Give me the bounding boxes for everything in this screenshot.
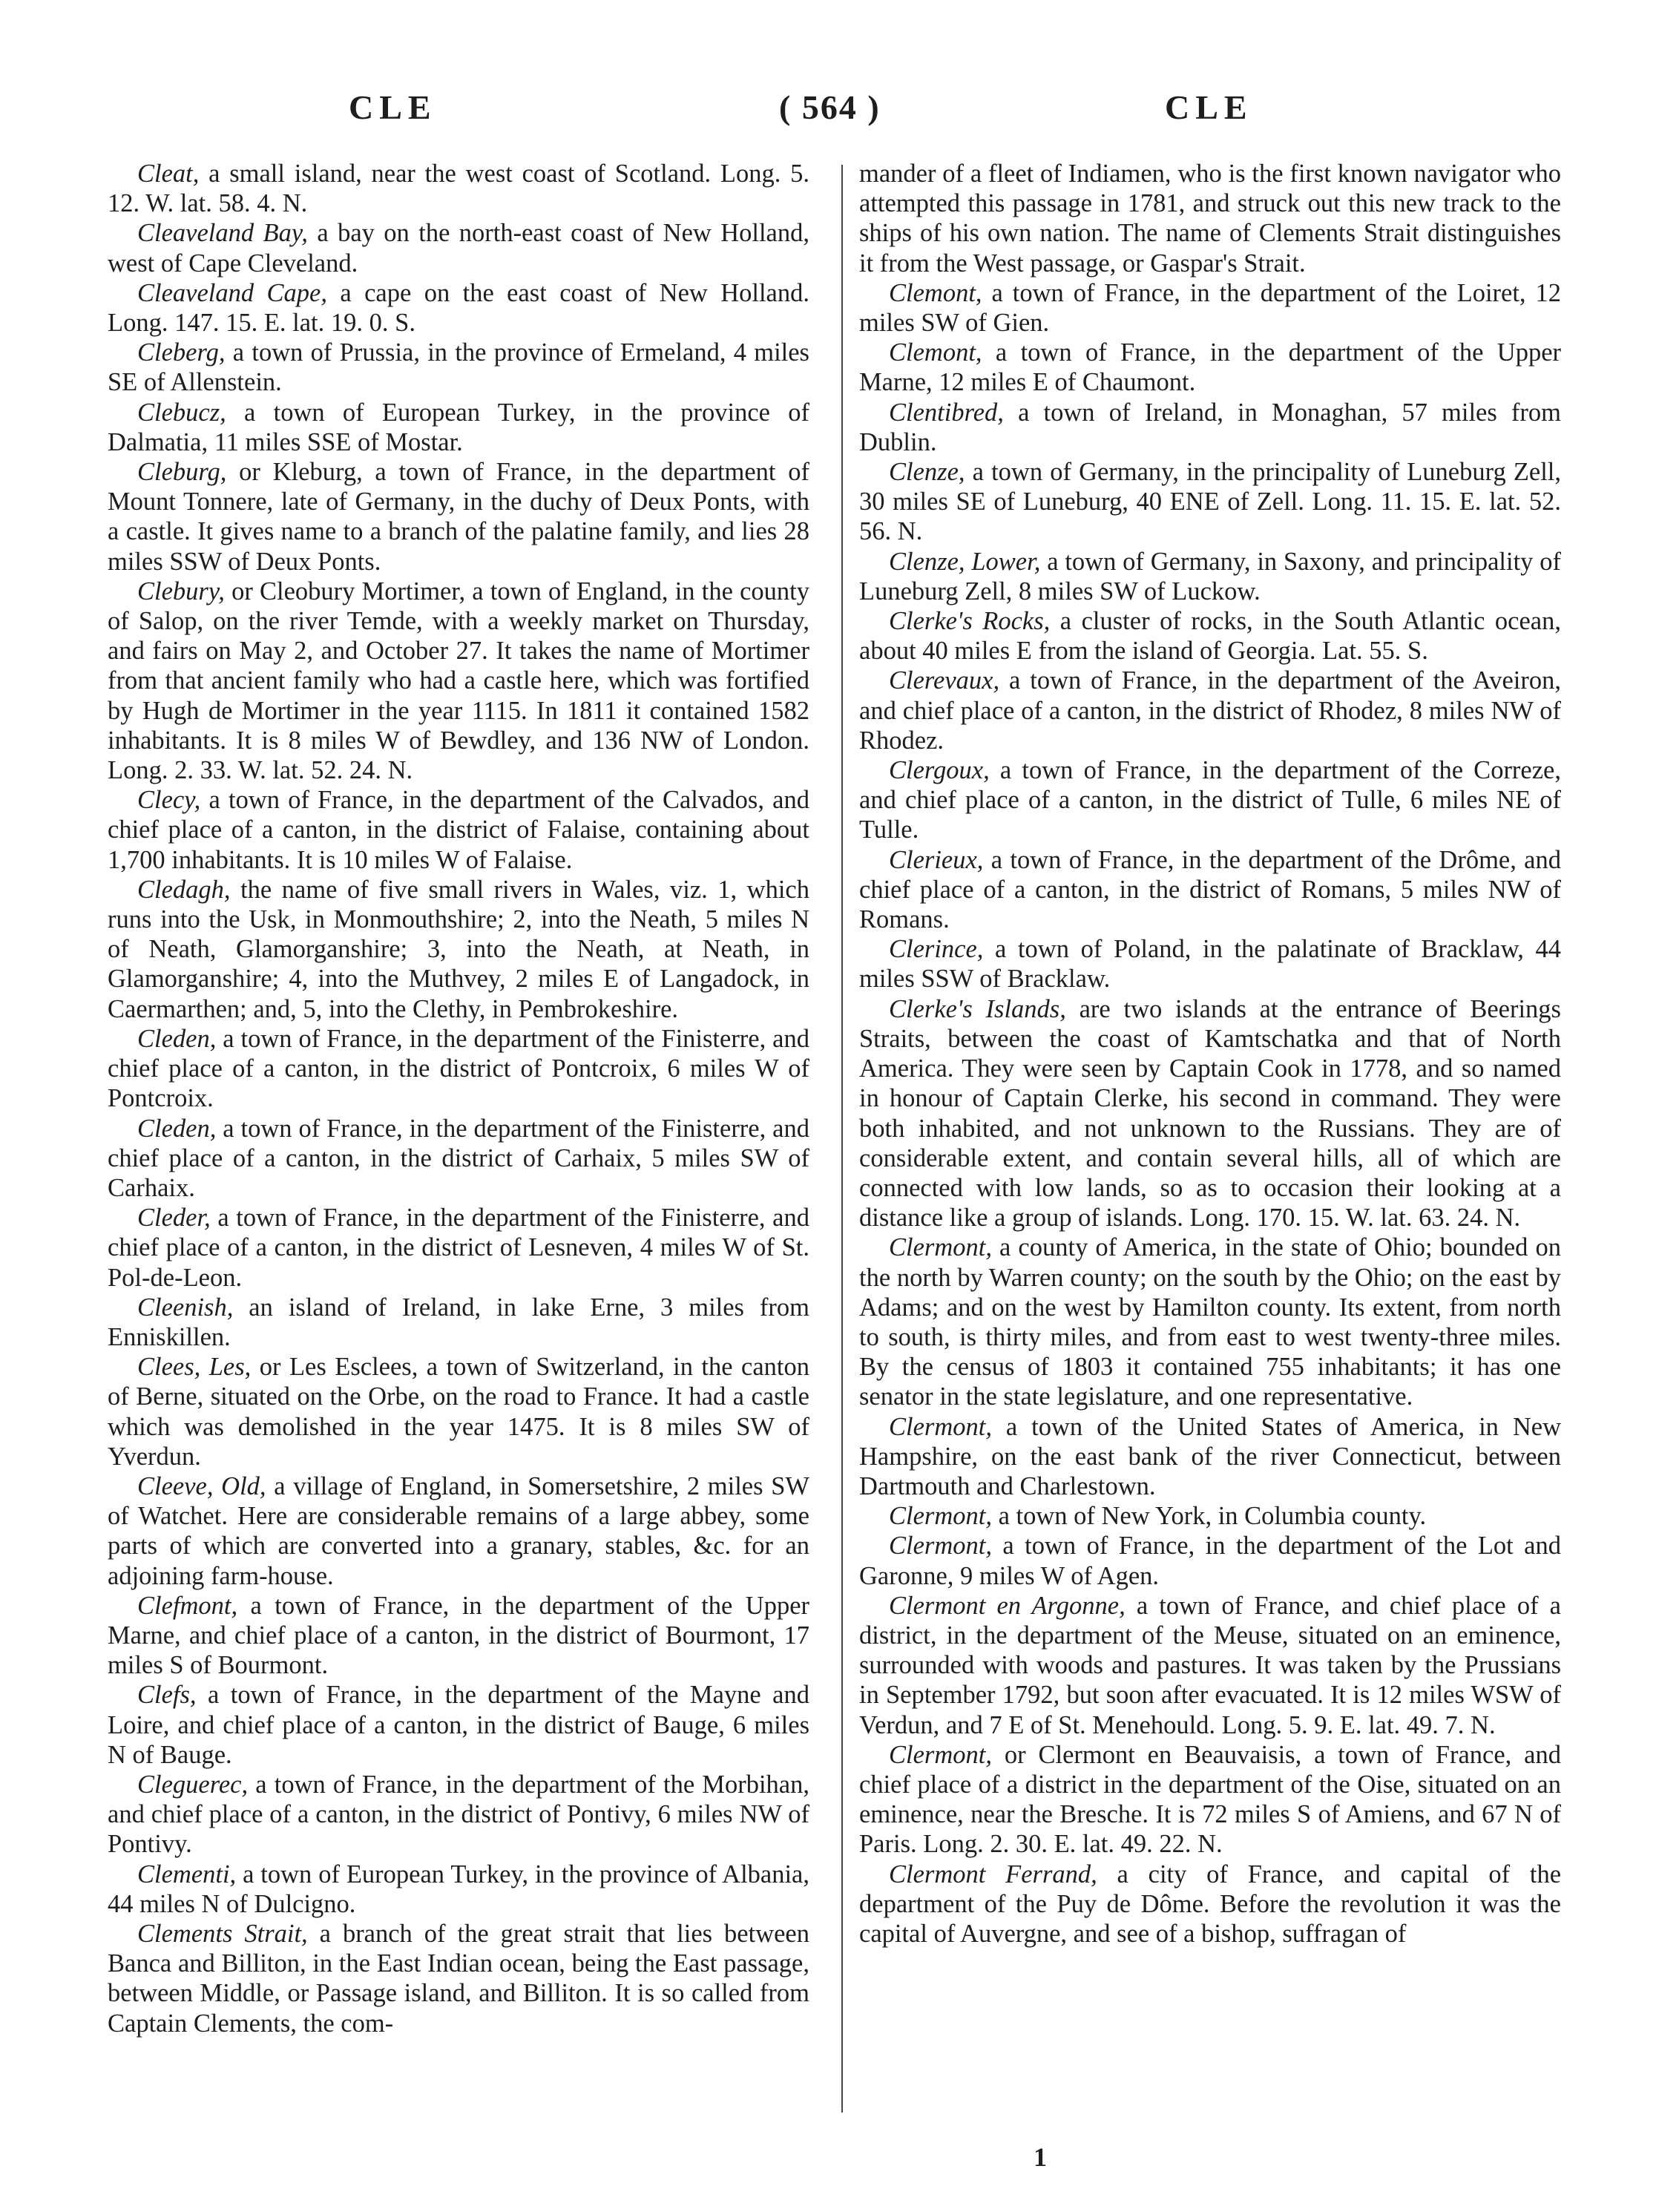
gazetteer-entry [108,457,809,577]
entry-text: a branch of the great strait that lies between Banca and Billiton, in the East Indian ocean, being the East passage, between Middle, or Passage island, and Billiton. It is so called from Captain Clements, the com- [108,1919,809,2038]
entry-headword: Clements Strait, [137,1919,308,1948]
entry-text: or Clermont en Beauvaisis, a town of France, and chief place of a district in the department of the Oise, situated on an eminence, near the Bresche. It is 72 miles S of Amiens, and 67 N of Paris. Long. 2. 30. E. lat. 49. 22. N. [859,1740,1561,1859]
entry-headword: Cleat, [137,160,200,188]
entry-headword: Clermont en Argonne, [889,1591,1126,1620]
entry-text: the name of five small rivers in Wales, viz. 1, which runs into the Usk, in Monmouthshire; 2, into the Neath, 5 miles N of Neath, Glamorganshire; 3, into the Neath, at Neath, in Glamorganshire; 4, into the Muthvey, 2 miles E of Langadock, in Caermarthen; and, 5, into the Clethy, in Pembrokeshire. [108,875,809,1023]
entry-text: a small island, near the west coast of Scotland. Long. 5. 12. W. lat. 58. 4. N. [108,160,809,218]
gazetteer-entry [108,338,809,397]
gazetteer-entry [859,1740,1561,1860]
entry-text: a town of France, in the department of the Drôme, and chief place of a canton, in the district of Romans, 5 miles NW of Romans. [859,845,1561,934]
entry-headword: Clerieux, [889,845,984,874]
entry-text: a town of France, in the department of the Loiret, 12 miles SW of Gien. [859,278,1561,338]
entry-text: a town of France, in the department of the Morbihan, and chief place of a canton, in the district of Pontivy, 6 miles NW of Pontivy. [108,1770,809,1859]
entry-headword: Clebucz, [137,398,226,427]
gazetteer-entry [108,577,809,785]
gazetteer-entry [859,1233,1561,1411]
entry-text: or Les Esclees, a town of Switzerland, in the canton of Berne, situated on the Orbe, on the road to France. It had a castle which was demolished in the year 1475. It is 8 miles SW of Yverdun. [108,1353,810,1471]
gazetteer-entry [859,547,1561,606]
entry-headword: Clergoux, [889,756,990,785]
entry-headword: Clefs, [137,1681,197,1710]
entry-headword: Clentibred, [889,398,1004,427]
right-column [859,159,1561,1949]
gazetteer-entry [859,755,1561,845]
running-head-left: CLE [349,88,437,126]
gazetteer-entry [108,1591,809,1681]
entry-headword: Cleguerec, [137,1770,249,1799]
gazetteer-entry [859,845,1561,935]
entry-text: a village of England, in Somersetshire, 2 miles SW of Watchet. Here are considerable remains of a large abbey, some parts of which are converted into a granary, stables, &c. for an adjoining farm-house. [108,1471,809,1590]
entry-text: a town of Poland, in the palatinate of Bracklaw, 44 miles SSW of Bracklaw. [859,935,1561,994]
entry-text: a town of the United States of America, in New Hampshire, on the east bank of the river Connecticut, between Dartmouth and Charlestown. [859,1412,1561,1500]
entry-text: an island of Ireland, in lake Erne, 3 miles from Enniskillen. [108,1293,809,1351]
entry-text: a town of New York, in Columbia county. [991,1502,1427,1531]
entry-headword: Clerke's Rocks, [889,607,1051,636]
entry-headword: Clerevaux, [889,666,1000,695]
gazetteer-entry [108,1860,809,1919]
entry-headword: Clenze, [889,458,965,487]
gazetteer-entry [108,875,809,1024]
entry-text: or Cleobury Mortimer, a town of England, in the county of Salop, on the river Temde, with a weekly market on Thursday, and fairs on May 2, and October 27. It takes the name of Mortimer from that ancient family who had a castle here, which was fortified by Hugh de Mortimer in the year 1115. In 1811 it contained 1582 inhabitants. It is 8 miles W of Bewdley, and 136 NW of London. Long. 2. 33. W. lat. 52. 24. N. [108,577,809,785]
gazetteer-entry [859,457,1561,547]
entry-headword: Clenze, Lower, [889,547,1041,576]
entry-text: a town of France, in the department of the Finisterre, and chief place of a canton, in the district of Pontcroix, 6 miles W of Pontcroix. [108,1024,809,1113]
left-column [108,159,809,2038]
entry-text: a town of France, in the department of the Calvados, and chief place of a canton, in the district of Falaise, containing about 1,700 inhabitants. It is 10 miles W of Falaise. [108,786,809,874]
entry-headword: Clermont, [889,1502,992,1531]
page-number: ( 564 ) [779,88,881,126]
gazetteer-entry [108,1919,809,2038]
entry-headword: Clebury, [137,577,225,605]
entry-text: a town of France, and chief place of a district, in the department of the Meuse, situated on an eminence, surrounded with woods and pastures. It was taken by the Prussians in September 1792, but soon after evacuated. It is 12 miles WSW of Verdun, and 7 E of St. Menehould. Long. 5. 9. E. lat. 49. 7. N. [859,1591,1561,1739]
entry-headword: Cleaveland Bay, [137,219,308,248]
entry-text: a town of France, in the department of the Mayne and Loire, and chief place of a canton, in the district of Bauge, 6 miles N of Bauge. [108,1681,809,1769]
gazetteer-entry [859,994,1561,1233]
signature-mark: 1 [1034,2142,1047,2172]
column-divider [841,165,843,2113]
entry-headword: Clemont, [889,338,982,367]
entry-headword: Cleburg, [137,458,227,487]
gazetteer-entry [108,1680,809,1770]
gazetteer-entry [108,1352,809,1471]
entry-headword: Clermont, [889,1233,992,1262]
gazetteer-entry [859,1412,1561,1502]
entry-headword: Clerince, [889,935,984,964]
entry-headword: Clemont, [889,278,982,307]
entry-text: a town of France, in the department of the Upper Marne, 12 miles E of Chaumont. [859,338,1561,397]
entry-headword: Clefmont, [137,1591,238,1620]
gazetteer-entry [108,1770,809,1860]
gazetteer-entry [108,159,809,218]
gazetteer-entry [859,159,1561,278]
entry-text: a town of Prussia, in the province of Ermeland, 4 miles SE of Allenstein. [108,338,809,397]
entry-headword: Clerke's Islands, [889,994,1066,1023]
entry-text: a town of European Turkey, in the province of Albania, 44 miles N of Dulcigno. [108,1860,809,1918]
entry-headword: Cleden, [137,1114,217,1143]
gazetteer-entry [859,666,1561,755]
entry-text: a town of Germany, in Saxony, and principality of Luneburg Zell, 8 miles SW of Luckow. [859,547,1561,605]
entry-headword: Clermont, [889,1412,992,1441]
running-head [104,88,1551,132]
entry-text: a town of France, in the department of the Aveiron, and chief place of a canton, in the district of Rhodez, 8 miles NW of Rhodez. [859,666,1561,755]
gazetteer-entry [859,934,1561,994]
entry-text: a town of France, in the department of the Upper Marne, and chief place of a canton, in the district of Bourmont, 17 miles S of Bourmont. [108,1591,809,1680]
entry-text: a city of France, and capital of the department of the Puy de Dôme. Before the revolution it was the capital of Auvergne, and see of a bishop, suffragan of [859,1860,1562,1948]
entry-headword: Clementi, [137,1860,237,1888]
gazetteer-entry [859,1860,1561,1949]
entry-headword: Cleeve, Old, [137,1471,266,1500]
gazetteer-entry [108,1114,809,1204]
gazetteer-entry [859,278,1561,338]
entry-headword: Clermont Ferrand, [889,1860,1097,1888]
gazetteer-entry [108,1024,809,1114]
entry-text: or Kleburg, a town of France, in the department of Mount Tonnere, late of Germany, in the duchy of Deux Ponts, with a castle. It gives name to a branch of the palatine family, and lies 28 miles SSW of Deux Ponts. [108,458,809,576]
entry-text: a cape on the east coast of New Holland. Long. 147. 15. E. lat. 19. 0. S. [108,278,809,338]
gazetteer-entry [859,1531,1561,1590]
gazetteer-entry [859,606,1561,666]
gazetteer-entry [108,278,809,338]
entry-headword: Clecy, [137,786,201,815]
gazetteer-entry [859,338,1561,397]
entry-text: a town of European Turkey, in the province of Dalmatia, 11 miles SSE of Mostar. [108,398,809,456]
entry-headword: Cleden, [137,1024,217,1053]
gazetteer-entry [108,218,809,278]
entry-text: are two islands at the entrance of Beerings Straits, between the coast of Kamtschatka and that of North America. They were seen by Captain Cook in 1778, and so named in honour of Captain Clerke, his second in command. They were both inhabited, and not unknown to the Russians. They are of considerable extent, and contain several hills, all of which are connected with low lands, so as to occasion their looking at a distance like a group of islands. Long. 170. 15. W. lat. 63. 24. N. [859,994,1561,1233]
entry-headword: Cleenish, [137,1293,234,1322]
gazetteer-entry [108,1293,809,1352]
entry-headword: Clermont, [889,1740,992,1769]
gazetteer-entry [859,1501,1561,1531]
entry-headword: Cledagh, [137,875,231,904]
entry-text: a town of France, in the department of the Finisterre, and chief place of a canton, in the district of Lesneven, 4 miles W of St. Pol-de-Leon. [108,1204,809,1292]
gazetteer-entry [108,785,809,875]
gazetteer-entry [859,398,1561,457]
entry-text: a county of America, in the state of Ohio; bounded on the north by Warren county; on the south by the Ohio; on the east by Adams; and on the west by Hamilton county. Its extent, from north to south, is thirty miles, and from east to west twenty-three miles. By the census of 1803 it contained 755 inhabitants; it has one senator in the state legislature, and one representative. [859,1233,1561,1411]
running-head-right: CLE [1165,88,1253,126]
entry-text: a town of France, in the department of the Lot and Garonne, 9 miles W of Agen. [859,1532,1561,1590]
entry-headword: Cleder, [137,1204,211,1233]
entry-text: a bay on the north-east coast of New Holland, west of Cape Cleveland. [108,219,809,278]
entry-text: a town of Ireland, in Monaghan, 57 miles from Dublin. [859,398,1561,456]
gazetteer-entry [859,1591,1561,1740]
gazetteer-entry [108,398,809,457]
entry-text: a cluster of rocks, in the South Atlantic ocean, about 40 miles E from the island of Georgia. Lat. 55. S. [859,607,1561,666]
entry-text: a town of France, in the department of the Correze, and chief place of a canton, in the district of Tulle, 6 miles NE of Tulle. [859,756,1561,844]
gazetteer-entry [108,1203,809,1293]
entry-headword: Cleberg, [137,338,226,367]
entry-text: mander of a fleet of Indiamen, who is the first known navigator who attempted this passage in 1781, and struck out this new track to the ships of his own nation. The name of Clements Strait distinguishes it from the West passage, or Gaspar's Strait. [859,160,1561,278]
gazetteer-entry [108,1471,809,1591]
entry-text: a town of Germany, in the principality of Luneburg Zell, 30 miles SE of Luneburg, 40 ENE of Zell. Long. 11. 15. E. lat. 52. 56. N. [859,458,1561,546]
entry-headword: Clermont, [889,1532,992,1560]
entry-headword: Clees, Les, [137,1353,252,1382]
entry-headword: Cleaveland Cape, [137,278,327,307]
entry-text: a town of France, in the department of the Finisterre, and chief place of a canton, in the district of Carhaix, 5 miles SW of Carhaix. [108,1114,809,1202]
